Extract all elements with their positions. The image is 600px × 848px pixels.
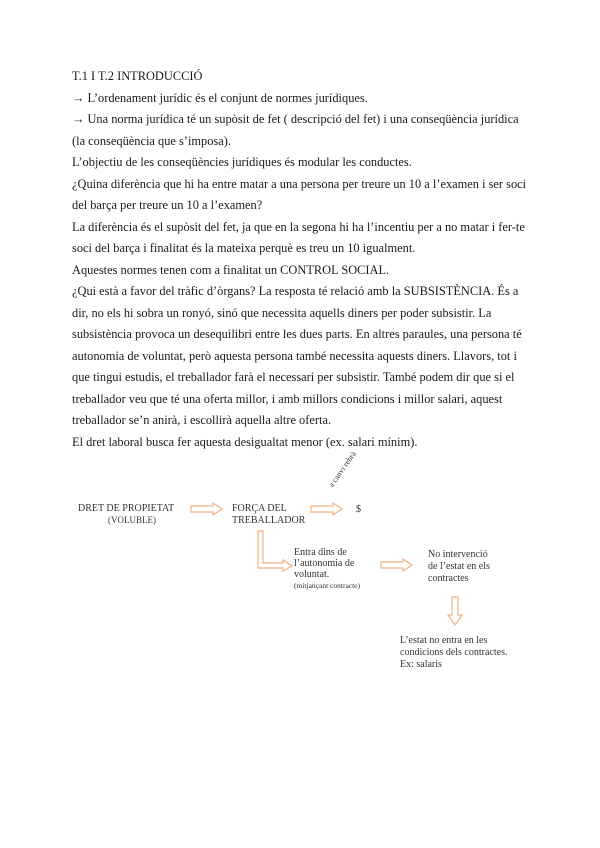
node-no-line2: de l’estat en els (428, 561, 490, 572)
diagonal-note: a canvi rebrà (326, 449, 358, 489)
arrow-right-icon (190, 502, 224, 516)
arrow-down-right-icon (256, 530, 296, 572)
arrow-right-icon (310, 502, 344, 516)
node-entra-line2: l’autonomia de (294, 558, 355, 569)
node-entra-line4: (mitjançant contracte) (294, 581, 361, 590)
node-money: $ (356, 504, 361, 515)
node-dret-sub: (VOLUBLE) (108, 515, 156, 525)
node-entra-line1: Entra dins de (294, 547, 347, 558)
node-estat-line1: L’estat no entra en les (400, 635, 488, 646)
node-estat-line2: condicions dels contractes. (400, 647, 508, 658)
node-estat-line3: Ex: salaris (400, 659, 442, 670)
paragraph: ¿Qui està a favor del tràfic d’òrgans? La resposta té relació amb la SUBSISTÈNCIA. És a dir, no els hi sobra un ronyó, sinó que necessita aquells diners per poder subsistir. La subsistència provoca un desequilibri entre les dues parts. En altres paraules, una persona té autonomia de voluntat, però aquesta persona també necessita aquests diners. Llavors, tot i que tingui estudis, el treballador farà el necessari per subsistir. També podem dir que si el treballador veu que té una oferta millor, i amb millors condicions i millor salari, aquest treballador se’n anirà, i escollirà aquella altre oferta. (72, 284, 522, 427)
node-forca-line2: TREBALLADOR (232, 515, 306, 526)
paragraph: La diferència és el supòsit del fet, ja que en la segona hi ha l’incentiu per a no matar i fer-te soci del barça i finalitat és la mateixa perquè es treu un 10 igualment. (72, 219, 525, 255)
paragraph: ¿Quina diferència que hi ha entre matar a una persona per treure un 10 a l’examen i ser soci del barça per treure un 10 a l’examen? (72, 176, 527, 212)
node-no-line1: No intervenció (428, 549, 488, 560)
node-no-line3: contractes (428, 573, 469, 584)
paragraph: → L’ordenament jurídic és el conjunt de normes jurídiques. (72, 90, 368, 105)
document-title: T.1 I T.2 INTRODUCCIÓ (72, 69, 203, 83)
node-dret-propietat: DRET DE PROPIETAT (78, 503, 175, 514)
paragraph: L’objectiu de les conseqüències jurídiques és modular les conductes. (72, 155, 412, 169)
paragraph: Aquestes normes tenen com a finalitat un CONTROL SOCIAL. (72, 262, 390, 277)
arrow-down-icon (447, 596, 463, 626)
node-forca-line1: FORÇA DEL (232, 503, 287, 514)
paragraph: El dret laboral busca fer aquesta desigualtat menor (ex. salari mínim). (72, 434, 418, 449)
arrow-right-icon (380, 558, 414, 572)
paragraph: → Una norma jurídica té un supòsit de fet ( descripció del fet) i una conseqüència jurídica (la conseqüència que s’imposa). (72, 112, 519, 148)
node-entra-line3: voluntat. (294, 569, 330, 580)
